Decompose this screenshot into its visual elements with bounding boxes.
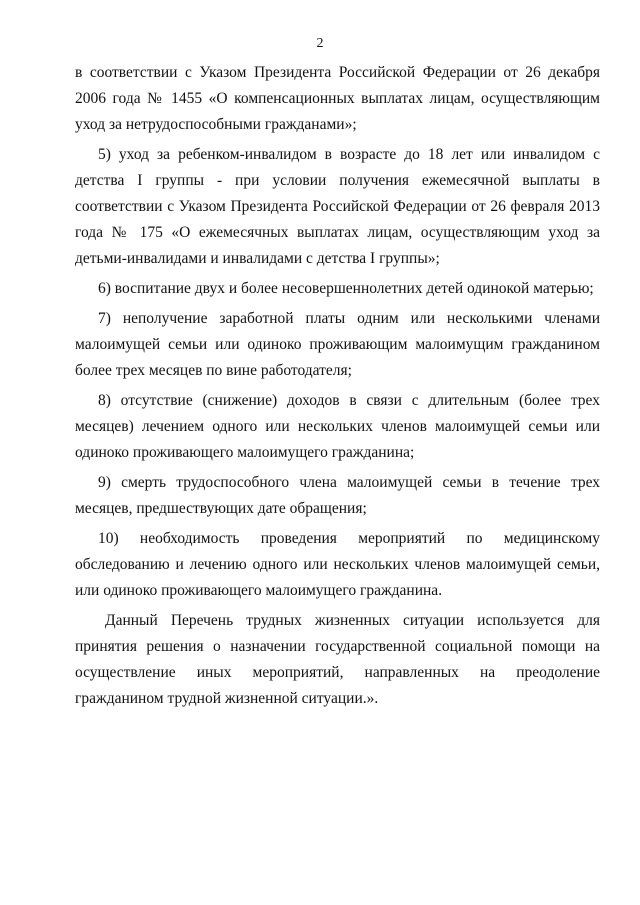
document-body (75, 60, 600, 716)
page-number: 2 (316, 36, 324, 51)
list-item-9: 9) смерть трудоспособного члена малоимущей семьи в течение трех месяцев, предшествующих дате обращения; (75, 474, 600, 517)
list-item-6: 6) воспитание двух и более несовершеннолетних детей одинокой матерью; (98, 280, 594, 297)
paragraph-continuation: в соответствии с Указом Президента Российской Федерации от 26 декабря 2006 года № 1455 «О компенсационных выплатах лицам, осуществляющим уход за нетрудоспособными гражданами»; (75, 64, 600, 133)
list-item-7: 7) неполучение заработной платы одним или несколькими членами малоимущей семьи или одиноко проживающим малоимущим гражданином более трех месяцев по вине работодателя; (75, 310, 600, 379)
closing-paragraph: Данный Перечень трудных жизненных ситуации используется для принятия решения о назначении государственной социальной помощи на осуществление иных мероприятий, направленных на преодоление гражданином трудной жизненной ситуации.». (75, 612, 600, 707)
list-item-5: 5) уход за ребенком-инвалидом в возрасте до 18 лет или инвалидом с детства I группы - при условии получения ежемесячной выплаты в соответствии с Указом Президента Российской Федерации от 26 февраля 2013 года № 175 «О ежемесячных выплатах лицам, осуществляющим уход за детьми-инвалидами и инвалидами с детства I группы»; (75, 146, 600, 267)
list-item-8: 8) отсутствие (снижение) доходов в связи с длительным (более трех месяцев) лечением одного или нескольких членов малоимущей семьи или одиноко проживающего малоимущего гражданина; (75, 392, 600, 461)
list-item-10: 10) необходимость проведения мероприятий по медицинскому обследованию и лечению одного или нескольких членов малоимущей семьи, или одиноко проживающего малоимущего гражданина. (75, 530, 600, 599)
